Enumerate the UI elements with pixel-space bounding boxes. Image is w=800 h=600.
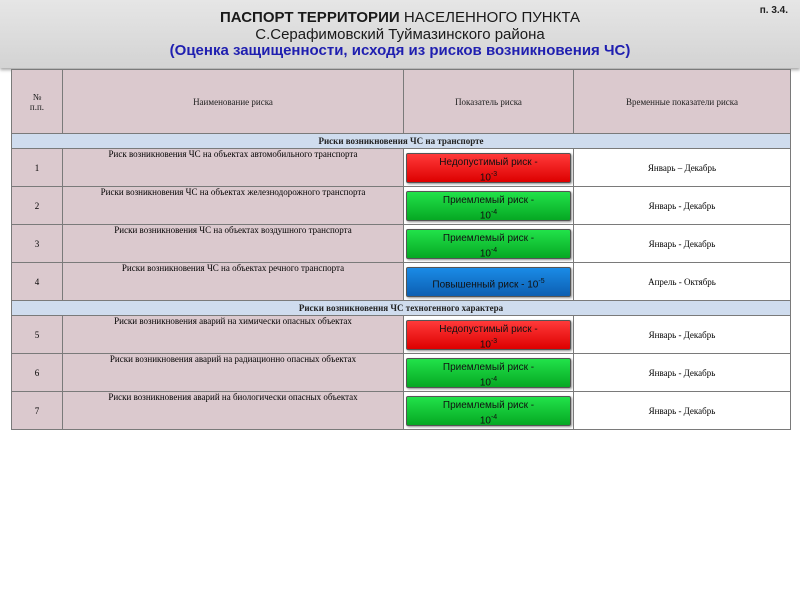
risk-level-badge <box>406 191 571 221</box>
risk-name: Риски возникновения ЧС на объектах воздушного транспорта <box>63 225 404 263</box>
risk-period: Январь - Декабрь <box>574 187 791 225</box>
section-row <box>12 134 791 149</box>
risk-name: Риски возникновения ЧС на объектах речного транспорта <box>63 263 404 301</box>
table-row <box>12 187 791 225</box>
risk-level-label: Приемлемый риск - <box>442 399 535 411</box>
risk-period: Январь - Декабрь <box>574 316 791 354</box>
risk-level-badge <box>406 153 571 183</box>
row-number: 2 <box>12 187 63 225</box>
risk-period: Январь - Декабрь <box>574 354 791 392</box>
risk-period: Апрель - Октябрь <box>574 263 791 301</box>
risk-level-exponent: -4 <box>490 246 498 254</box>
page-subtitle-assessment: (Оценка защищенности, исходя из рисков возникновения ЧС) <box>169 42 631 59</box>
risk-level-label: Недопустимый риск - <box>439 323 538 335</box>
risk-level-badge <box>406 267 571 297</box>
table-row <box>12 392 791 430</box>
page-title-bold: ПАСПОРТ ТЕРРИТОРИИ <box>219 9 400 26</box>
risk-name: Риски возникновения ЧС на объектах железнодорожного транспорта <box>63 187 404 225</box>
risk-level-label: Недопустимый риск - <box>439 156 538 168</box>
risk-name: Риски возникновения аварий на химически опасных объектах <box>63 316 404 354</box>
risk-level-label: Повышенный риск - 10 <box>432 278 539 290</box>
risk-level-label: Приемлемый риск - <box>442 194 535 206</box>
risk-indicator-cell <box>404 149 574 187</box>
risk-name: Риск возникновения ЧС на объектах автомобильного транспорта <box>63 149 404 187</box>
risk-indicator-cell <box>404 392 574 430</box>
page-subtitle: С.Серафимовский Туймазинского района <box>255 26 545 43</box>
risk-level-badge <box>406 229 571 259</box>
risk-level-badge <box>406 358 571 388</box>
risk-level-value: 10 <box>479 209 491 221</box>
page-number: п. 3.4. <box>759 5 788 16</box>
risk-level-badge <box>406 320 571 350</box>
section-row <box>12 301 791 316</box>
risk-level-value: 10 <box>479 376 491 388</box>
table-row <box>12 354 791 392</box>
table-row <box>12 225 791 263</box>
row-number: 3 <box>12 225 63 263</box>
risk-level-value: 10 <box>479 171 491 183</box>
risk-level-exponent: -4 <box>490 375 498 383</box>
risk-indicator-cell <box>404 263 574 301</box>
risk-table <box>11 69 791 430</box>
risk-level-label: Приемлемый риск - <box>442 361 535 373</box>
header-indicator: Показатель риска <box>404 70 574 134</box>
risk-level-value: 10 <box>479 338 491 350</box>
risk-indicator-cell <box>404 187 574 225</box>
risk-period: Январь - Декабрь <box>574 392 791 430</box>
header-num <box>12 70 63 134</box>
section-title: Риски возникновения ЧС на транспорте <box>12 134 791 149</box>
slide-header <box>0 0 800 68</box>
risk-level-value: 10 <box>479 414 491 426</box>
risk-period: Январь - Декабрь <box>574 225 791 263</box>
header-num-line2: п.п. <box>29 101 45 112</box>
row-number: 7 <box>12 392 63 430</box>
risk-level-label: Приемлемый риск - <box>442 232 535 244</box>
header-name: Наименование риска <box>63 70 404 134</box>
page-title <box>0 9 800 26</box>
page-title-rest: НАСЕЛЕННОГО ПУНКТА <box>403 9 581 26</box>
risk-name: Риски возникновения аварий на биологически опасных объектах <box>63 392 404 430</box>
table-header-row <box>12 70 791 134</box>
row-number: 5 <box>12 316 63 354</box>
risk-level-exponent: -4 <box>490 208 498 216</box>
risk-level-exponent: -3 <box>490 337 498 345</box>
risk-indicator-cell <box>404 354 574 392</box>
row-number: 6 <box>12 354 63 392</box>
table-body <box>12 134 791 430</box>
risk-name: Риски возникновения аварий на радиационно опасных объектах <box>63 354 404 392</box>
header-period: Временные показатели риска <box>574 70 791 134</box>
risk-level-badge <box>406 396 571 426</box>
risk-level-value: 10 <box>479 247 491 259</box>
table-row <box>12 316 791 354</box>
section-title: Риски возникновения ЧС техногенного характера <box>12 301 791 316</box>
risk-level-exponent: -4 <box>490 413 498 421</box>
row-number: 1 <box>12 149 63 187</box>
risk-period: Январь – Декабрь <box>574 149 791 187</box>
risk-level-exponent: -3 <box>490 170 498 178</box>
risk-level-exponent: -5 <box>538 277 545 285</box>
header-num-line1: № <box>32 91 42 102</box>
row-number: 4 <box>12 263 63 301</box>
risk-indicator-cell <box>404 225 574 263</box>
risk-indicator-cell <box>404 316 574 354</box>
table-row <box>12 149 791 187</box>
table-row <box>12 263 791 301</box>
